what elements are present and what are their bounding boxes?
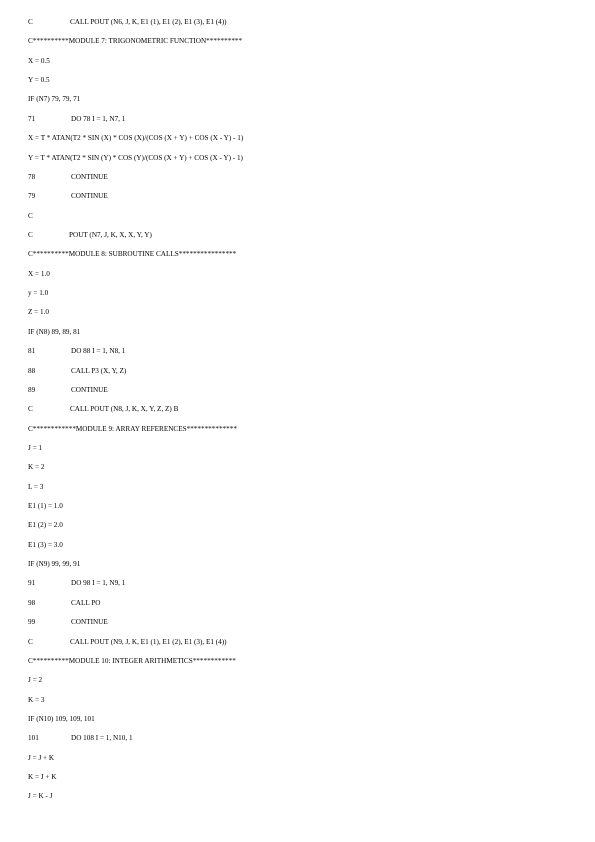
line-label: 101 [28, 734, 39, 743]
line-label: 98 [28, 598, 36, 607]
code-line [28, 365, 126, 377]
code-line [28, 132, 243, 144]
line-statement: CALL POUT (N6, J, K, E1 (1), E1 (2), E1 (3), E1 (4)) [70, 18, 227, 26]
line-statement: C**********MODULE 7: TRIGONOMETRIC FUNCTION********** [28, 37, 243, 46]
line-statement: POUT (N7, J, K, X, X, Y, Y) [69, 231, 152, 239]
line-statement: IF (N8) 89, 89, 81 [28, 327, 81, 336]
code-line [28, 752, 54, 764]
code-line [28, 93, 80, 105]
line-statement: CALL POUT (N8, J, K, X, Y, Z, Z) B [70, 405, 179, 414]
line-statement: IF (N10) 109, 109, 101 [28, 715, 95, 723]
code-line [28, 423, 237, 435]
line-statement: C************MODULE 9: ARRAY REFERENCES************** [28, 424, 237, 433]
line-statement: J = J + K [28, 753, 55, 762]
code-line [28, 442, 42, 454]
line-statement: IF (N7) 79, 79, 71 [28, 95, 81, 104]
line-statement: CONTINUE [71, 618, 108, 627]
line-label: C [28, 231, 33, 239]
line-label: 88 [28, 366, 36, 375]
line-statement: J = 1 [28, 443, 43, 452]
code-line [28, 539, 63, 551]
code-line [28, 326, 80, 338]
code-line [28, 790, 52, 802]
code-line [28, 306, 49, 318]
code-line [28, 500, 63, 512]
line-statement: y = 1.0 [28, 289, 49, 297]
line-statement: C**********MODULE 10: INTEGER ARITHMETICS************ [28, 656, 236, 665]
code-line [28, 713, 95, 725]
line-statement: E1 (3) = 3.0 [28, 540, 63, 549]
line-statement: CONTINUE [71, 172, 108, 181]
line-statement: J = 2 [28, 676, 43, 685]
code-line [28, 384, 108, 396]
code-line [28, 577, 125, 589]
line-statement: K = J + K [28, 773, 57, 781]
line-label: 81 [28, 347, 36, 356]
code-line [28, 345, 125, 357]
code-line [28, 636, 227, 648]
line-statement: K = 3 [28, 695, 45, 704]
line-statement: CONTINUE [71, 192, 108, 201]
line-statement: IF (N9) 99, 99, 91 [28, 560, 81, 569]
code-line [28, 732, 133, 744]
code-line [28, 229, 152, 241]
line-statement: X = 1.0 [28, 269, 50, 278]
line-label: 71 [28, 114, 36, 123]
line-statement: E1 (2) = 2.0 [28, 521, 63, 530]
code-line [28, 35, 242, 47]
code-line [28, 171, 108, 183]
line-label: C [28, 405, 33, 414]
code-line [28, 597, 100, 609]
code-line [28, 190, 108, 202]
line-statement: CALL PO [71, 598, 101, 607]
code-line [28, 461, 44, 473]
code-line [28, 694, 44, 706]
code-line [28, 519, 63, 531]
code-line [28, 248, 236, 260]
line-label: C [28, 211, 33, 220]
code-line [28, 674, 42, 686]
line-statement: K = 2 [28, 463, 45, 472]
code-line [28, 655, 236, 667]
line-statement: DO 98 I = 1, N9, 1 [71, 579, 126, 588]
code-line [28, 16, 227, 28]
line-statement: C**********MODULE 8: SUBROUTINE CALLS**************** [28, 250, 237, 259]
line-statement: DO 108 I = 1, N10, 1 [71, 734, 133, 743]
code-line [28, 74, 50, 86]
code-line [28, 152, 243, 164]
code-line [28, 113, 125, 125]
code-line [28, 210, 71, 222]
line-statement: X = 0.5 [28, 56, 50, 65]
code-line [28, 287, 48, 299]
line-statement: Y = 0.5 [28, 76, 50, 85]
code-line [28, 55, 50, 67]
code-line [28, 616, 108, 628]
line-statement: E1 (1) = 1.0 [28, 502, 63, 510]
line-label: 89 [28, 385, 36, 394]
code-line [28, 558, 80, 570]
code-line [28, 268, 50, 280]
code-line [28, 771, 56, 783]
line-statement: Z = 1.0 [28, 308, 50, 317]
line-statement: Y = T * ATAN(T2 * SIN (Y) * COS (Y)/(COS (X + Y) + COS (X - Y) - 1) [28, 153, 243, 162]
line-statement: CALL P3 (X, Y, Z) [71, 366, 127, 375]
line-label: C [28, 18, 33, 26]
line-statement: L = 3 [28, 482, 44, 491]
line-statement: DO 78 I = 1, N7, 1 [71, 114, 126, 123]
code-line [28, 481, 43, 493]
line-label: 78 [28, 172, 36, 181]
line-label: 99 [28, 618, 36, 627]
code-line [28, 403, 178, 415]
line-statement: CONTINUE [71, 385, 108, 394]
line-label: C [28, 637, 33, 646]
line-label: 91 [28, 579, 36, 588]
line-statement: J = K - J [28, 792, 53, 801]
line-statement: X = T * ATAN(T2 * SIN (X) * COS (X)/(COS (X + Y) + COS (X - Y) - 1) [28, 134, 244, 143]
line-label: 79 [28, 192, 36, 201]
line-statement: CALL POUT (N9, J, K, E1 (1), E1 (2), E1 (3), E1 (4)) [70, 637, 227, 646]
line-statement: DO 88 I = 1, N8, 1 [71, 347, 126, 356]
